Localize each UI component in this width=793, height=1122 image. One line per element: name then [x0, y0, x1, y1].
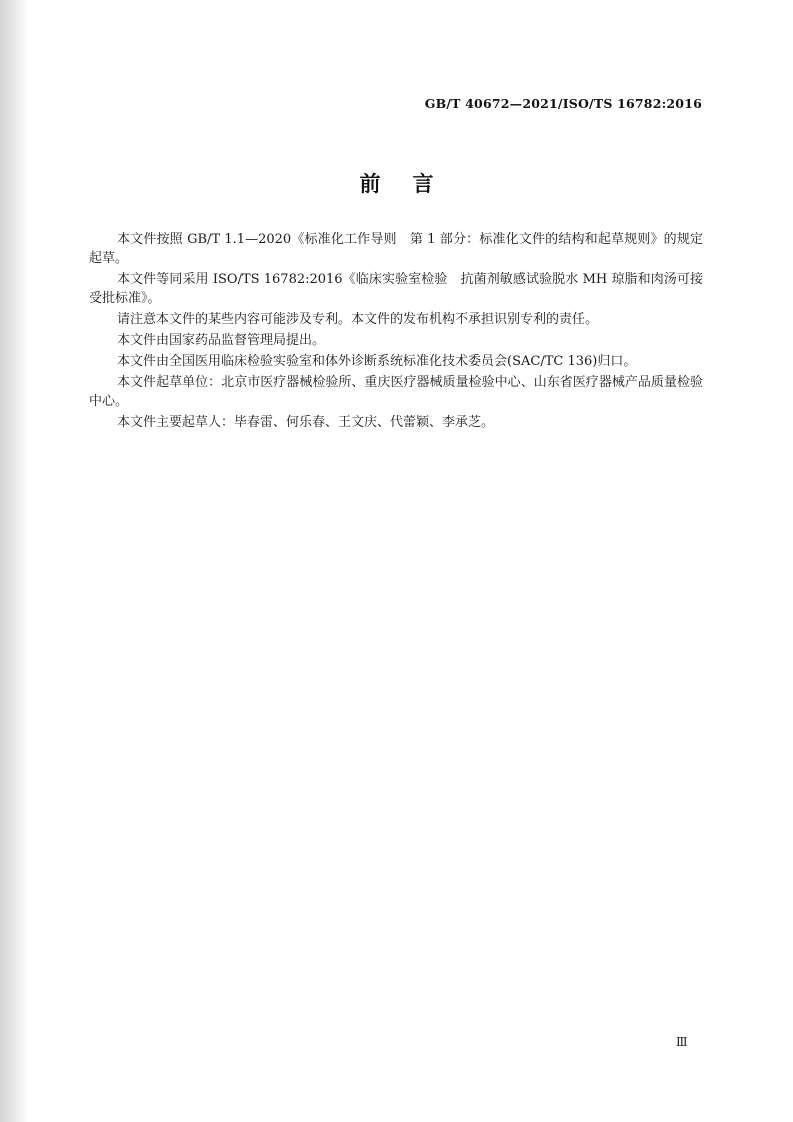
paragraph-committee: 本文件由全国医用临床检验实验室和体外诊断系统标准化技术委员会(SAC/TC 136)归口。: [117, 354, 637, 369]
page-title: 前言: [359, 172, 466, 196]
paragraph-adoption: 本文件等同采用 ISO/TS 16782:2016《临床实验室检验 抗菌剂敏感试验脱水 MH 琼脂和肉汤可接受批标准》。: [89, 272, 703, 306]
page-number: Ⅲ: [676, 1035, 688, 1049]
paragraph-patent-notice: 请注意本文件的某些内容可能涉及专利。本文件的发布机构不承担识别专利的责任。: [117, 312, 599, 327]
standard-code: GB/T 40672—2021/ISO/TS 16782:2016: [424, 96, 702, 111]
paragraph-drafting-units: 本文件起草单位：北京市医疗器械检验所、重庆医疗器械质量检验中心、山东省医疗器械产品质量检验中心。: [89, 375, 703, 409]
foreword-body: [89, 230, 703, 434]
paragraph-drafting-rules: 本文件按照 GB/T 1.1—2020《标准化工作导则 第 1 部分：标准化文件的结构和起草规则》的规定起草。: [89, 232, 703, 266]
paragraph-proposer: 本文件由国家药品监督管理局提出。: [117, 333, 326, 348]
paragraph-drafters: 本文件主要起草人：毕春雷、何乐春、王文庆、代蕾颖、李承芝。: [117, 415, 495, 430]
